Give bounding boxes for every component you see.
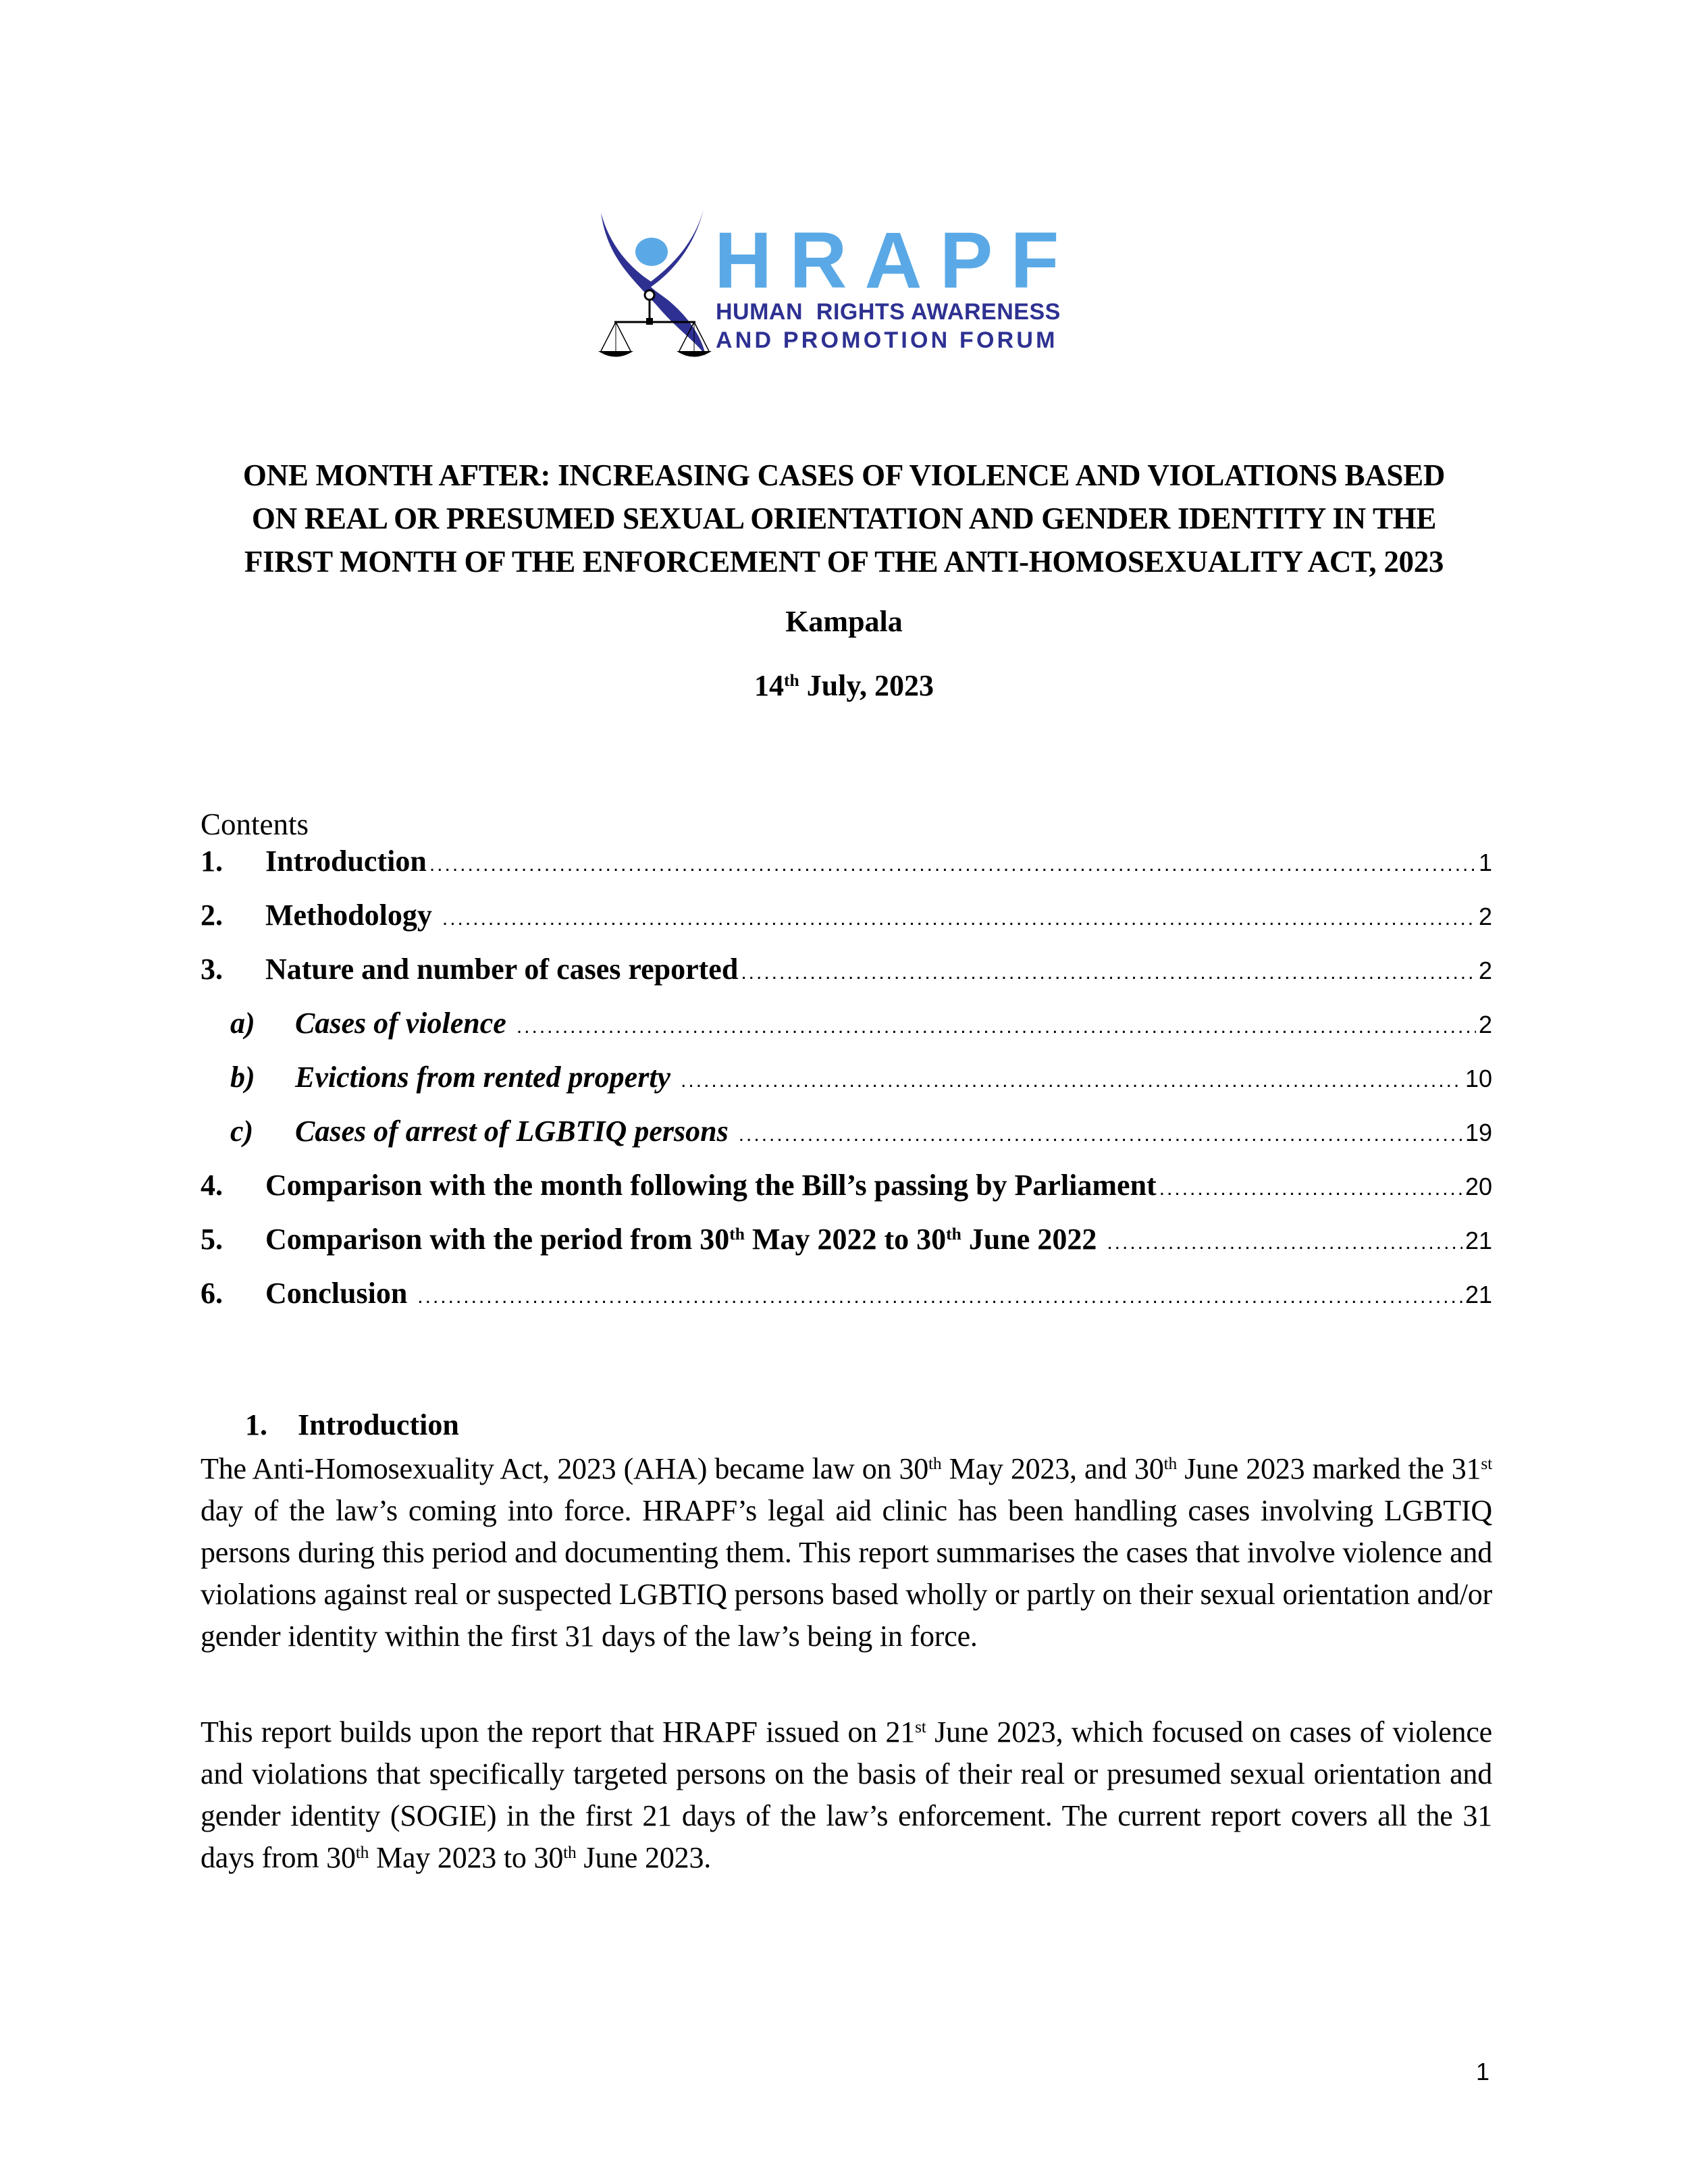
document-date — [0, 668, 1688, 703]
toc-label: Nature and number of cases reported — [265, 953, 739, 986]
ordinal-suffix: th — [355, 1842, 369, 1862]
toc-label: Introduction — [265, 845, 427, 878]
ordinal-suffix: st — [1481, 1453, 1492, 1473]
toc-number: 1. — [201, 845, 223, 878]
toc-item-evictions[interactable] — [201, 1060, 1492, 1114]
toc-label-sup: th — [729, 1223, 745, 1244]
toc-label-sup: th — [946, 1223, 961, 1244]
toc-page-number: 19 — [1465, 1119, 1492, 1146]
date-suffix: th — [784, 670, 799, 690]
toc-number: c) — [230, 1115, 254, 1148]
date-day: 14 — [754, 669, 785, 702]
toc-page-number: 2 — [1478, 1011, 1492, 1038]
toc-item-conclusion[interactable] — [201, 1276, 1492, 1330]
toc-page-number: 20 — [1465, 1173, 1492, 1200]
toc-leader-dots — [681, 1069, 1462, 1092]
title-line: ONE MONTH AFTER: INCREASING CASES OF VIOLENCE AND VIOLATIONS BASED — [242, 458, 1446, 492]
toc-page-number: 2 — [1478, 903, 1492, 930]
toc-label: Evictions from rented property — [295, 1061, 679, 1094]
introduction-paragraph-2 — [201, 1711, 1492, 1879]
toc-label: Conclusion — [265, 1277, 415, 1310]
title-line: FIRST MONTH OF THE ENFORCEMENT OF THE ANTI-HOMOSEXUALITY ACT, 2023 — [244, 545, 1444, 579]
date-rest: July, 2023 — [799, 669, 934, 702]
toc-leader-dots — [417, 1285, 1462, 1308]
toc-leader-dots — [517, 1015, 1476, 1038]
table-of-contents — [201, 844, 1492, 1330]
heading-text: Introduction — [298, 1408, 459, 1441]
toc-item-comparison-2022[interactable] — [201, 1222, 1492, 1276]
toc-page-number: 21 — [1465, 1227, 1492, 1254]
title-line: ON REAL OR PRESUMED SEXUAL ORIENTATION AND GENDER IDENTITY IN THE — [251, 502, 1437, 535]
text-run: June 2023, which focused on cases of violence and violations that specifically targeted persons on the basis of their real or presumed sexual orientation and gender identity (SOGIE) in the first 21 days of the law’s enforcement. The current report covers all the 31 days from 30 — [201, 1715, 1492, 1874]
toc-leader-dots — [1107, 1231, 1462, 1254]
introduction-paragraph-1 — [201, 1448, 1492, 1657]
toc-label: Methodology — [265, 899, 440, 932]
toc-item-comparison-bill[interactable] — [201, 1168, 1492, 1222]
toc-number: 5. — [201, 1223, 223, 1256]
toc-number: a) — [230, 1007, 255, 1040]
toc-page-number: 2 — [1478, 957, 1492, 984]
toc-label: Cases of violence — [295, 1007, 514, 1040]
toc-label-part: May 2022 to 30 — [744, 1223, 947, 1256]
toc-item-arrests[interactable] — [201, 1114, 1492, 1168]
toc-item-nature-of-cases[interactable] — [201, 952, 1492, 1006]
page-number: 1 — [1476, 2058, 1490, 2085]
ordinal-suffix: st — [915, 1716, 926, 1736]
introduction-heading — [245, 1408, 459, 1442]
toc-label: Comparison with the month following the Bill’s passing by Parliament — [265, 1169, 1157, 1202]
toc-label — [265, 1222, 1104, 1256]
ordinal-suffix: th — [563, 1842, 577, 1862]
ordinal-suffix: th — [1163, 1453, 1178, 1473]
hrapf-logo — [594, 206, 1080, 358]
toc-number: 6. — [201, 1277, 223, 1310]
text-run: June 2023 marked the 31 — [1177, 1452, 1481, 1485]
toc-page-number: 1 — [1478, 849, 1492, 876]
contents-heading: Contents — [201, 807, 309, 841]
text-run: May 2023 to 30 — [369, 1841, 564, 1874]
logo-acronym: HRAPF — [714, 216, 1077, 305]
text-run: June 2023. — [576, 1841, 712, 1874]
toc-number: 4. — [201, 1169, 223, 1202]
logo-tagline-line1: HUMAN RIGHTS AWARENESS — [716, 299, 1061, 325]
toc-number: b) — [230, 1061, 255, 1094]
toc-leader-dots — [429, 853, 1476, 876]
text-run: day of the law’s coming into force. HRAPF’s legal aid clinic has been handling cases involving LGBTIQ persons during this period and documenting them. This report summarises the cases that involve violence and violations against real or suspected LGBTIQ persons based wholly or partly on their sexual orientation and/or gender identity within the first 31 days of the law’s being in force. — [201, 1494, 1492, 1653]
toc-item-methodology[interactable] — [201, 898, 1492, 952]
toc-label-part: Comparison with the period from 30 — [265, 1223, 730, 1256]
toc-item-cases-of-violence[interactable] — [201, 1006, 1492, 1060]
text-run: This report builds upon the report that HRAPF issued on 21 — [201, 1715, 916, 1749]
toc-page-number: 21 — [1465, 1281, 1492, 1308]
toc-label-part: June 2022 — [961, 1223, 1105, 1256]
toc-leader-dots — [741, 961, 1476, 984]
text-run: The Anti-Homosexuality Act, 2023 (AHA) became law on 30 — [201, 1452, 929, 1485]
text-run: May 2023, and 30 — [941, 1452, 1164, 1485]
toc-page-number: 10 — [1465, 1065, 1492, 1092]
toc-label: Cases of arrest of LGBTIQ persons — [295, 1115, 736, 1148]
toc-leader-dots — [1159, 1177, 1462, 1200]
document-title — [169, 454, 1519, 583]
toc-number: 3. — [201, 953, 223, 986]
ordinal-suffix: th — [928, 1453, 942, 1473]
toc-leader-dots — [442, 907, 1476, 930]
toc-leader-dots — [739, 1123, 1462, 1146]
toc-number: 2. — [201, 899, 223, 932]
logo-tagline-line2: AND PROMOTION FORUM — [716, 327, 1058, 353]
document-place: Kampala — [785, 605, 903, 638]
toc-item-introduction[interactable] — [201, 844, 1492, 898]
scales-of-justice-icon — [594, 206, 716, 358]
heading-number: 1. — [245, 1408, 267, 1441]
